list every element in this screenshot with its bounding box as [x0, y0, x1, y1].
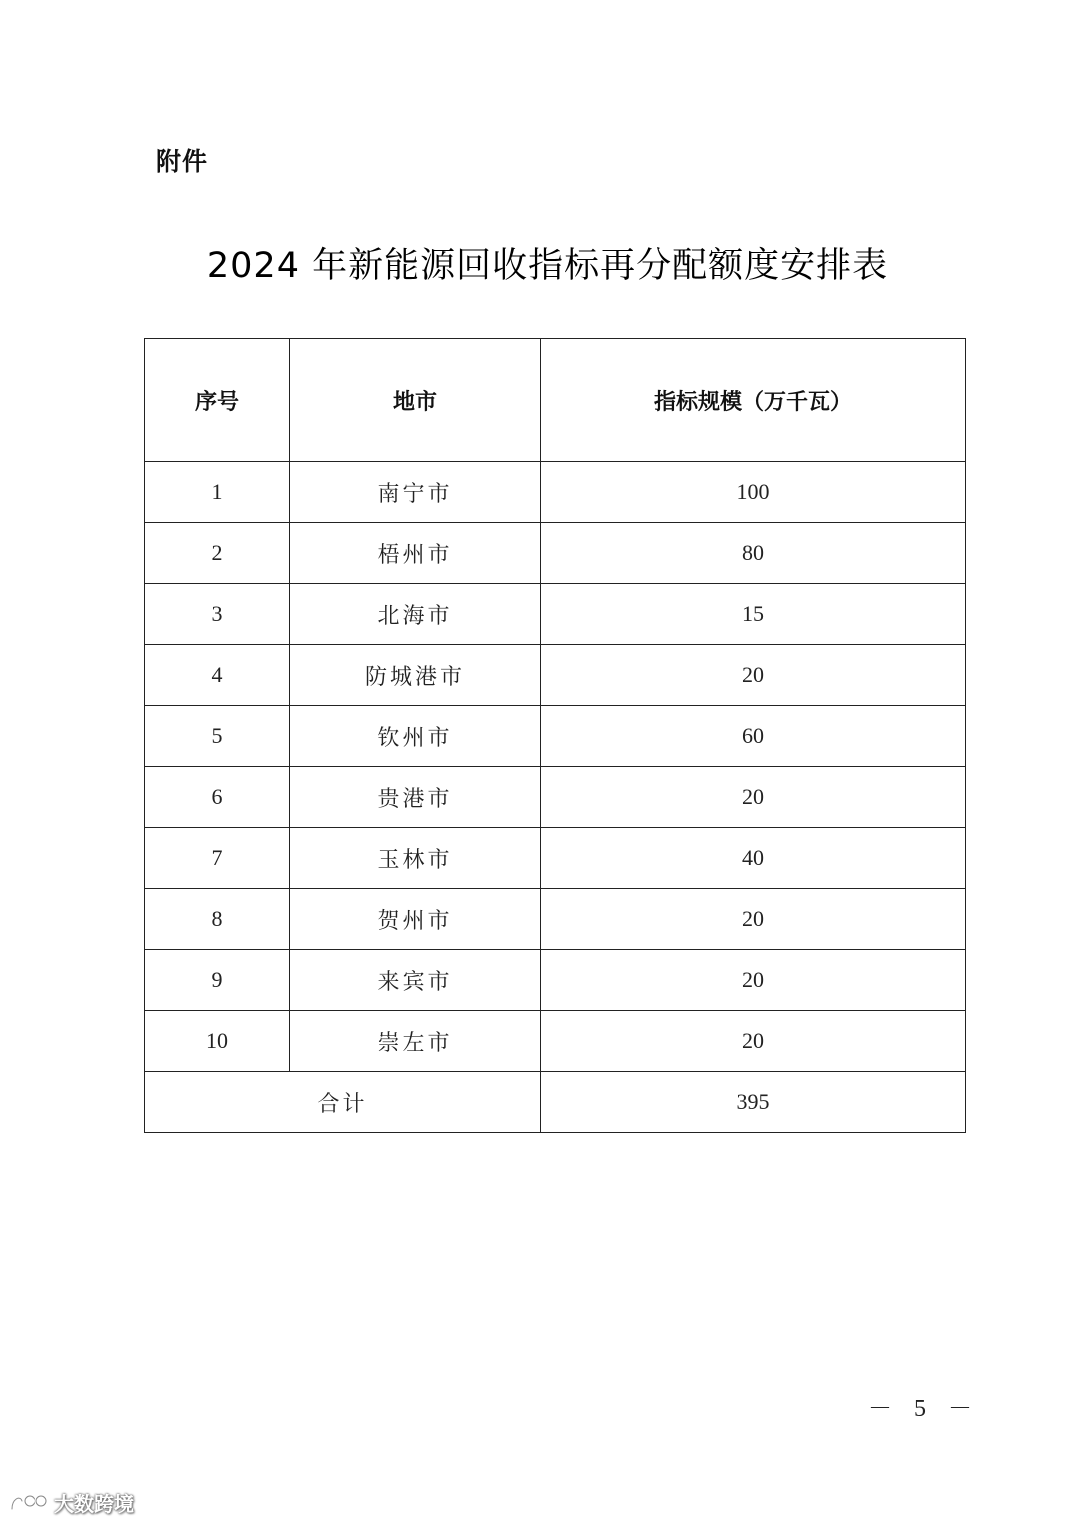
cell-city: 钦州市: [290, 706, 541, 767]
cell-index: 10: [145, 1011, 290, 1072]
table-row: [145, 950, 966, 1011]
total-value: 395: [541, 1072, 966, 1133]
table-row: [145, 1011, 966, 1072]
cell-quota: 60: [541, 706, 966, 767]
cell-index: 1: [145, 462, 290, 523]
table-total-row: [145, 1072, 966, 1133]
watermark-logo-icon: [8, 1491, 48, 1515]
cell-quota: 15: [541, 584, 966, 645]
table-row: [145, 584, 966, 645]
cell-city: 来宾市: [290, 950, 541, 1011]
cell-index: 8: [145, 889, 290, 950]
total-label: 合计: [145, 1072, 541, 1133]
cell-index: 9: [145, 950, 290, 1011]
cell-quota: 80: [541, 523, 966, 584]
cell-index: 4: [145, 645, 290, 706]
cell-quota: 20: [541, 767, 966, 828]
cell-city: 玉林市: [290, 828, 541, 889]
cell-index: 7: [145, 828, 290, 889]
table-row: [145, 828, 966, 889]
cell-index: 2: [145, 523, 290, 584]
cell-city: 贵港市: [290, 767, 541, 828]
cell-city: 防城港市: [290, 645, 541, 706]
cell-city: 南宁市: [290, 462, 541, 523]
cell-index: 6: [145, 767, 290, 828]
quota-table: [144, 338, 966, 1133]
page-title: 2024 年新能源回收指标再分配额度安排表: [206, 246, 889, 286]
table-row: [145, 523, 966, 584]
cell-city: 崇左市: [290, 1011, 541, 1072]
table-header-row: [145, 339, 966, 462]
attachment-label: 附件: [156, 147, 209, 176]
watermark-text: 大数跨境: [54, 1492, 134, 1516]
page-number: － 5 －: [868, 1396, 980, 1422]
cell-index: 5: [145, 706, 290, 767]
cell-quota: 20: [541, 1011, 966, 1072]
cell-index: 3: [145, 584, 290, 645]
table-row: [145, 767, 966, 828]
table-row: [145, 462, 966, 523]
table-row: [145, 706, 966, 767]
cell-city: 北海市: [290, 584, 541, 645]
cell-city: 贺州市: [290, 889, 541, 950]
table-row: [145, 645, 966, 706]
cell-quota: 20: [541, 889, 966, 950]
cell-quota: 40: [541, 828, 966, 889]
table-row: [145, 889, 966, 950]
cell-quota: 20: [541, 950, 966, 1011]
cell-quota: 20: [541, 645, 966, 706]
watermark: [8, 1488, 134, 1517]
cell-city: 梧州市: [290, 523, 541, 584]
header-index: 序号: [145, 339, 290, 462]
cell-quota: 100: [541, 462, 966, 523]
header-quota: 指标规模（万千瓦）: [541, 339, 966, 462]
header-city: 地市: [290, 339, 541, 462]
